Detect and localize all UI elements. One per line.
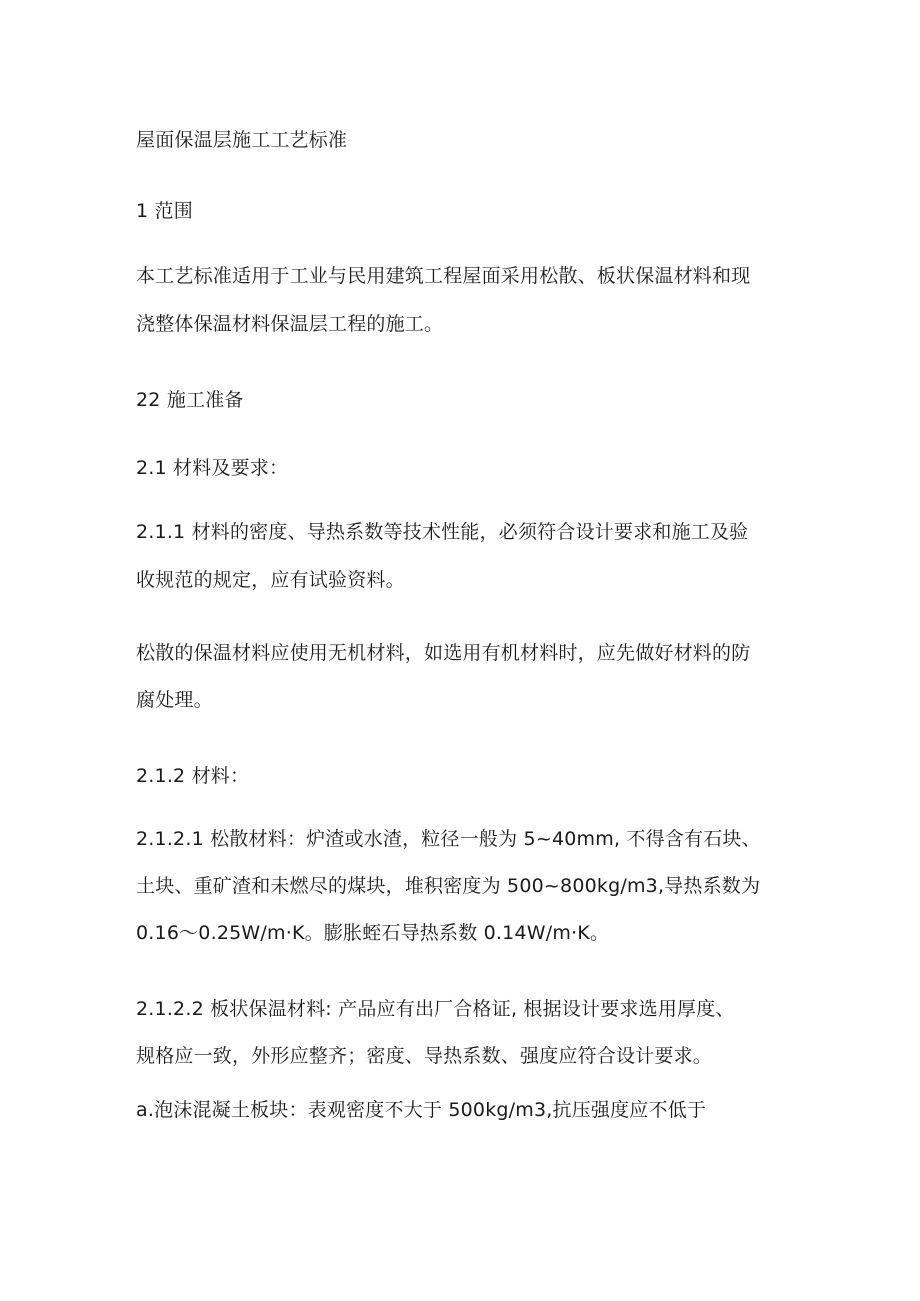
section-2-1-heading: 2.1 材料及要求： — [136, 457, 289, 479]
section-2-1-2-1-line-3: 0.16～0.25W/m·K。膨胀蛭石导热系数 0.14W/m·K。 — [136, 922, 610, 944]
section-1-heading: 1 范围 — [136, 200, 193, 222]
item-a-line: a.泡沫混凝土板块：表观密度不大于 500kg/m3,抗压强度应不低于 — [136, 1099, 707, 1121]
section-1-body-line-1: 本工艺标准适用于工业与民用建筑工程屋面采用松散、板状保温材料和现 — [136, 265, 751, 287]
section-2-1-1-line-1: 2.1.1 材料的密度、导热系数等技术性能，必须符合设计要求和施工及验 — [136, 521, 749, 543]
section-2-heading: 22 施工准备 — [136, 389, 244, 411]
loose-material-note-line-1: 松散的保温材料应使用无机材料，如选用有机材料时，应先做好材料的防 — [136, 642, 751, 664]
section-2-1-2-1-line-2: 土块、重矿渣和未燃尽的煤块，堆积密度为 500~800kg/m3,导热系数为 — [136, 875, 761, 897]
section-2-1-2-1-line-1: 2.1.2.1 松散材料：炉渣或水渣，粒径一般为 5~40mm, 不得含有石块、 — [136, 828, 761, 850]
section-2-1-2-2-line-2: 规格应一致，外形应整齐；密度、导热系数、强度应符合设计要求。 — [136, 1045, 713, 1067]
loose-material-note-line-2: 腐处理。 — [136, 689, 213, 711]
section-2-1-1-line-2: 收规范的规定，应有试验资料。 — [136, 569, 405, 591]
section-2-1-2-2-line-1: 2.1.2.2 板状保温材料: 产品应有出厂合格证, 根据设计要求选用厚度、 — [136, 998, 735, 1020]
section-2-1-2-heading: 2.1.2 材料： — [136, 765, 250, 787]
document-title: 屋面保温层施工工艺标准 — [136, 129, 348, 151]
section-1-body-line-2: 浇整体保温材料保温层工程的施工。 — [136, 313, 444, 335]
